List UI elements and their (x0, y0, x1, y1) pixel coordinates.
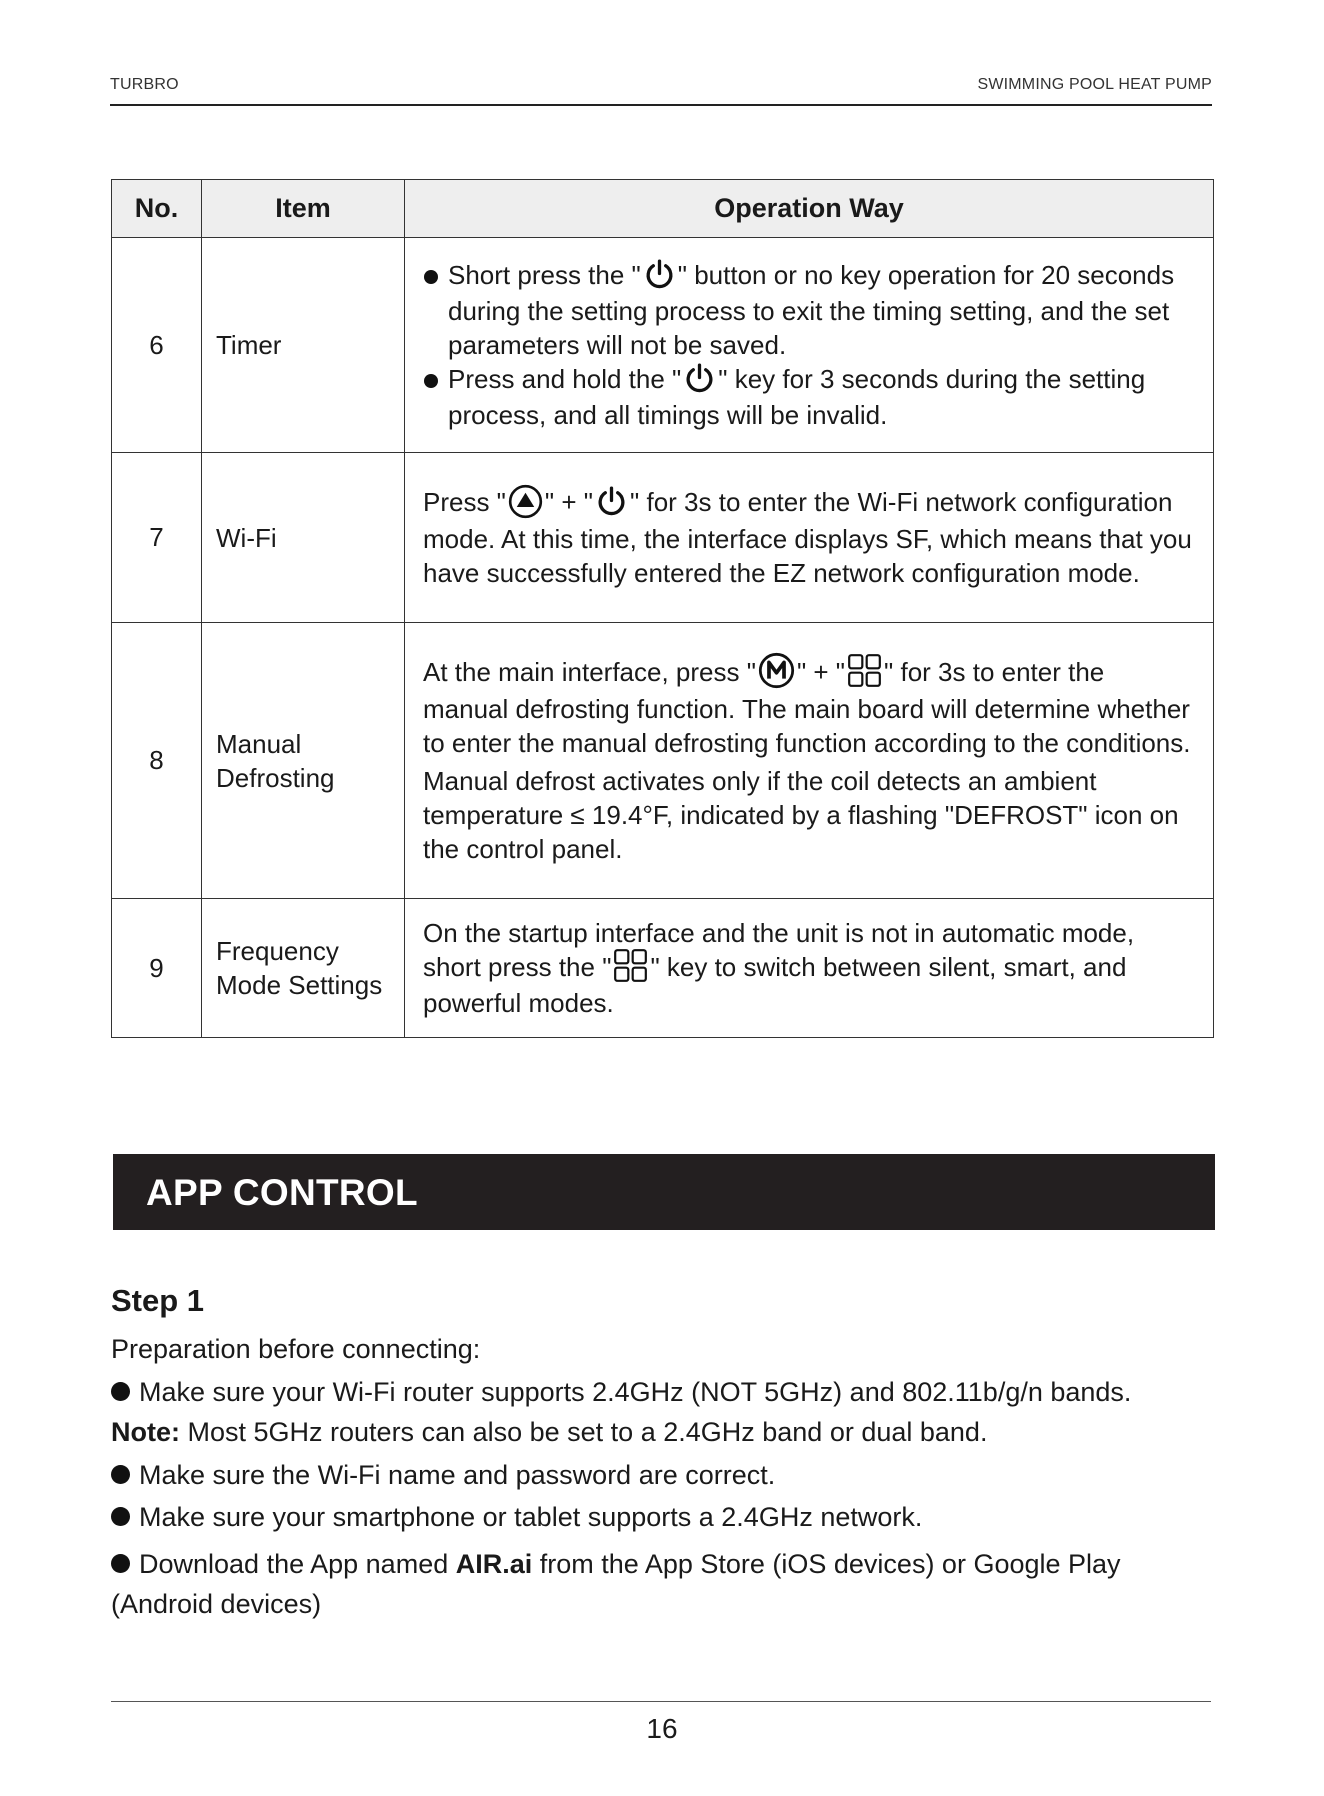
list-item-text: Make sure your Wi-Fi router supports 2.4GHz (NOT 5GHz) and 802.11b/g/n bands. (139, 1377, 1132, 1407)
power-icon (683, 362, 716, 395)
note-text: Most 5GHz routers can also be set to a 2.4GHz band or dual band. (180, 1417, 988, 1447)
bullet-icon (111, 1507, 130, 1526)
list-item-text: Download the App named (139, 1549, 456, 1579)
header-product: SWIMMING POOL HEAT PUMP (977, 76, 1212, 93)
bullet-icon (111, 1554, 130, 1573)
row-item: Manual Defrosting (202, 623, 405, 899)
operation-text: Short press the " (448, 260, 641, 291)
step-intro: Preparation before connecting: (111, 1334, 481, 1364)
row-number: 6 (112, 238, 202, 453)
operation-text: " key to switch between silent, smart, and powerful modes. (423, 951, 1127, 1019)
operation-text: " key for 3 seconds during the setting process, and all timings will be invalid. (448, 364, 1146, 430)
row-item: Wi-Fi (202, 453, 405, 623)
header-divider (110, 104, 1212, 106)
section-banner (113, 1154, 1215, 1230)
mode-m-icon (758, 652, 795, 689)
up-arrow-icon (508, 484, 543, 519)
list-item (111, 1502, 922, 1533)
footer-divider (111, 1701, 1211, 1702)
row-number: 7 (112, 453, 202, 623)
power-icon (643, 258, 676, 291)
header-brand: TURBRO (110, 76, 179, 93)
bullet-icon (111, 1382, 130, 1401)
timer-bullet-exit (423, 258, 1195, 362)
defrost-paragraph (423, 655, 1195, 761)
row-item: Frequency Mode Settings (202, 899, 405, 1038)
operation-text: " button or no key operation for 20 seconds during the setting process to exit the timing setting, and the set parameters will not be saved. (448, 260, 1175, 360)
table-row (112, 623, 1214, 899)
four-squares-icon (613, 948, 648, 983)
four-squares-icon (847, 653, 882, 688)
step-title: Step 1 (111, 1283, 205, 1318)
operation-table (111, 179, 1214, 1038)
header-operation: Operation Way (405, 180, 1214, 238)
app-name: AIR.ai (455, 1549, 533, 1579)
banner-title: APP CONTROL (146, 1172, 418, 1213)
table-header-row (112, 180, 1214, 238)
row-operation (405, 238, 1214, 453)
row-operation (405, 623, 1214, 899)
row-operation (405, 453, 1214, 623)
header-item: Item (202, 180, 405, 238)
row-operation (405, 899, 1214, 1038)
list-item-text: from the App Store (iOS devices) or Google Play (Android devices) (111, 1549, 1121, 1619)
operation-text: On the startup interface and the unit is not in automatic mode, short press the " (423, 917, 1135, 982)
operation-text: " for 3s to enter the manual defrosting function. The main board will determine whether to enter the manual defrosting function according to the conditions. (423, 656, 1191, 759)
table-row (112, 238, 1214, 453)
operation-text: Press and hold the " (448, 364, 682, 394)
table-row (112, 899, 1214, 1038)
note-label: Note: (111, 1417, 180, 1447)
operation-text: " + " (544, 487, 594, 518)
list-item (111, 1460, 775, 1491)
timer-bullet-invalidate (423, 362, 1195, 432)
list-item-text: Make sure the Wi-Fi name and password are correct. (139, 1460, 776, 1490)
list-item-text: Make sure your smartphone or tablet supports a 2.4GHz network. (139, 1502, 923, 1532)
header-no: No. (112, 180, 202, 238)
operation-text: " for 3s to enter the Wi-Fi network configuration mode. At this time, the interface displays SF, which means that you have successfully entered the EZ network configuration mode. (423, 487, 1192, 588)
defrost-condition: Manual defrost activates only if the coil detects an ambient temperature ≤ 19.4°F, indicated by a flashing "DEFROST" icon on the control panel. (423, 766, 1179, 865)
row-number: 9 (112, 899, 202, 1038)
bullet-icon (111, 1465, 130, 1484)
list-item (111, 1377, 1131, 1408)
list-item (111, 1544, 1221, 1624)
operation-text: At the main interface, press " (423, 656, 756, 687)
page-number: 16 (646, 1713, 678, 1744)
row-item: Timer (202, 238, 405, 453)
row-number: 8 (112, 623, 202, 899)
table-row (112, 453, 1214, 623)
note (111, 1417, 987, 1448)
power-icon (595, 485, 628, 518)
operation-text: Press " (423, 487, 506, 518)
operation-text: " + " (796, 656, 846, 687)
